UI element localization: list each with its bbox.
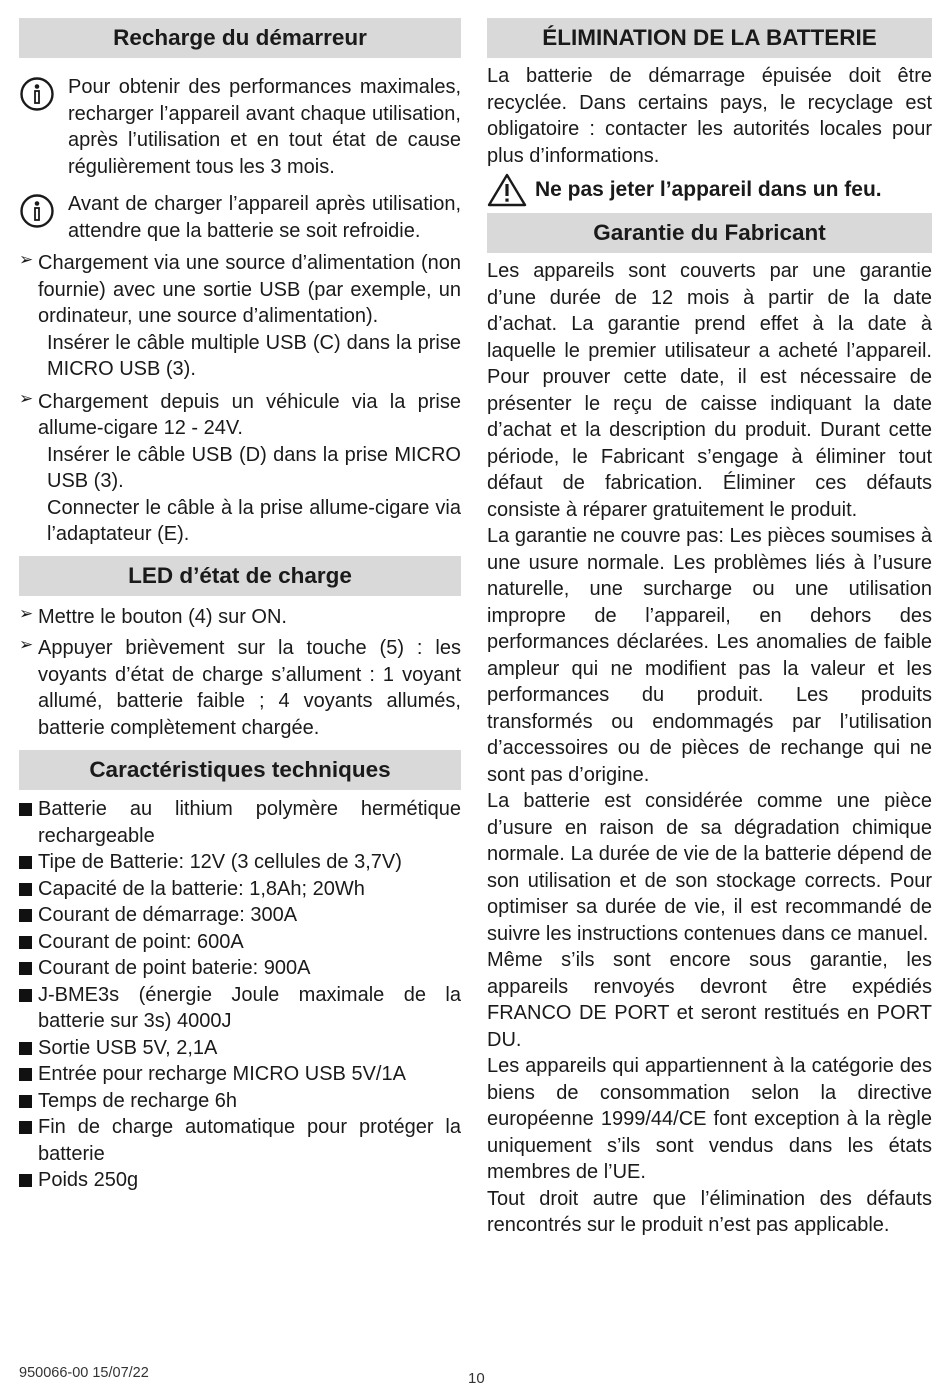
spec-item (19, 929, 461, 956)
warranty-paragraph: Les appareils sont couverts par une garantie d’une durée de 12 mois à partir de la date d’achat. La garantie prend effet à la date à laquelle le premier utilisateur a acheté l’appareil. Pour prouver cette date, il est nécessaire de présenter le reçu de caisse indiquant la date d’achat et la description du produit. Durant cette période, le Fabricant s’engage à éliminer tout défaut de fabrication. Éliminer ces défauts consiste à réparer gratuitement le produit. (487, 260, 932, 521)
square-bullet-icon (19, 803, 32, 816)
usb-sub-instruction: Insérer le câble multiple USB (C) dans la prise MICRO USB (3). (47, 331, 461, 380)
arrow-bullet-icon: ➢ (19, 388, 34, 408)
warranty-paragraph: Tout droit autre que l’élimination des défauts rencontrés sur le produit n’est pas applicable. (487, 1187, 932, 1236)
bullet-car-charging (19, 389, 461, 442)
arrow-bullet-icon: ➢ (19, 603, 34, 623)
square-bullet-icon (19, 989, 32, 1002)
warning-text: Ne pas jeter l’appareil dans un feu. (535, 178, 882, 201)
spec-text: Tipe de Batterie: 12V (3 cellules de 3,7V) (38, 851, 402, 873)
spec-item (19, 982, 461, 1035)
square-bullet-icon (19, 1042, 32, 1055)
bullet-led-2 (19, 635, 461, 741)
arrow-bullet-icon: ➢ (19, 635, 34, 654)
specs-list (19, 796, 461, 1194)
section-heading-specs: Caractéristiques techniques (19, 750, 461, 790)
spec-item (19, 955, 461, 982)
section-heading-recharge: Recharge du démarreur (19, 18, 461, 58)
info-text-2: Avant de charger l’appareil après utilisation, attendre que la batterie se soit refroidie. (68, 193, 461, 242)
spec-item (19, 902, 461, 929)
section-heading-led: LED d’état de charge (19, 556, 461, 596)
spec-text: Poids 250g (38, 1169, 139, 1191)
spec-item (19, 1035, 461, 1062)
square-bullet-icon (19, 936, 32, 949)
spec-item (19, 849, 461, 876)
spec-item (19, 876, 461, 903)
spec-text: Capacité de la batterie: 1,8Ah; 20Wh (38, 877, 365, 900)
spec-text: Courant de point baterie: 900A (38, 957, 311, 979)
car-sub-instruction-2: Connecter le câble à la prise allume-cigare via l’adaptateur (E). (47, 496, 461, 545)
spec-text: Courant de démarrage: 300A (38, 904, 298, 926)
square-bullet-icon (19, 1095, 32, 1108)
info-note-2 (19, 191, 461, 244)
document-code: 950066-00 15/07/22 (19, 1365, 149, 1381)
info-icon (19, 193, 55, 229)
arrow-bullet-icon: ➢ (19, 250, 34, 269)
bullet-led-1 (19, 604, 461, 631)
warranty-paragraph: Même s’ils sont encore sous garantie, les appareils renvoyés devront être expédiés FRANCO DE PORT et seront restitués en PORT DU. (487, 949, 932, 1051)
bullet-text: Chargement depuis un véhicule via la prise allume-cigare 12 - 24V. (38, 390, 461, 439)
warranty-paragraph: Les appareils qui appartiennent à la catégorie des biens de consommation selon la directive européenne 1999/44/CE font exception à la règle uniquement s’ils sont vendus dans les états membres de l’UE. (487, 1055, 932, 1183)
spec-text: J-BME3s (énergie Joule maximale de la batterie sur 3s) 4000J (38, 983, 461, 1032)
info-icon (19, 76, 55, 112)
section-heading-warranty: Garantie du Fabricant (487, 213, 932, 253)
warranty-paragraph: La garantie ne couvre pas: Les pièces soumises à une usure normale. Les problèmes liés à l’usure naturelle, une surcharge ou une utilisation impropre de l’appareil, en dehors des performances déclarées. Les anomalies de faible ampleur qui ne modifient pas la valeur et les performances du produit. Les produits transformés ou endommagés par l’utilisation d’accessoires ou de pièces de rechange qui ne sont pas d’origine. (487, 525, 932, 786)
spec-text: Sortie USB 5V, 2,1A (38, 1036, 218, 1059)
bullet-text: Chargement via une source d’alimentation (non fournie) avec une sortie USB (par exemple, un ordinateur, une source d’alimentation). (38, 252, 461, 327)
square-bullet-icon (19, 1068, 32, 1081)
section-heading-disposal: ÉLIMINATION DE LA BATTERIE (487, 18, 932, 58)
square-bullet-icon (19, 883, 32, 896)
bullet-usb-charging (19, 250, 461, 330)
square-bullet-icon (19, 1121, 32, 1134)
info-note-1 (19, 74, 461, 180)
car-sub-instruction-1: Insérer le câble USB (D) dans la prise MICRO USB (3). (47, 443, 461, 492)
spec-item (19, 1061, 461, 1088)
bullet-text: Mettre le bouton (4) sur ON. (38, 605, 287, 628)
square-bullet-icon (19, 1174, 32, 1187)
spec-text: Entrée pour recharge MICRO USB 5V/1A (38, 1063, 406, 1085)
spec-text: Temps de recharge 6h (38, 1089, 238, 1112)
disposal-text: La batterie de démarrage épuisée doit être recyclée. Dans certains pays, le recyclage est obligatoire : contacter les autorités locales pour plus d’informations. (487, 65, 932, 167)
warranty-paragraph: La batterie est considérée comme une pièce d’usure en raison de sa dégradation chimique normale. La durée de vie de la batterie dépend de son utilisation et de son stockage corrects. Pour optimiser sa durée de vie, il est recommandé de suivre les instructions contenues dans ce manuel. (487, 790, 932, 945)
left-column (19, 18, 461, 1194)
bullet-text: Appuyer brièvement sur la touche (5) : les voyants d’état de charge s’allument : 1 voyant allumé, batterie faible ; 4 voyants allumés, batterie complètement chargée. (38, 637, 461, 739)
spec-text: Courant de point: 600A (38, 930, 244, 953)
square-bullet-icon (19, 856, 32, 869)
spec-item (19, 796, 461, 849)
warning-triangle-icon (487, 173, 527, 207)
square-bullet-icon (19, 962, 32, 975)
page-number: 10 (468, 1370, 485, 1387)
spec-item (19, 1088, 461, 1115)
spec-item (19, 1167, 461, 1194)
spec-item (19, 1114, 461, 1167)
fire-warning (487, 173, 932, 207)
right-column (487, 18, 932, 1239)
warranty-text (487, 258, 932, 1239)
square-bullet-icon (19, 909, 32, 922)
spec-text: Fin de charge automatique pour protéger la batterie (38, 1116, 461, 1165)
info-text-1: Pour obtenir des performances maximales, recharger l’appareil avant chaque utilisation, après l’utilisation et en tout état de cause régulièrement tous les 3 mois. (68, 76, 461, 178)
spec-text: Batterie au lithium polymère hermétique rechargeable (38, 798, 461, 847)
